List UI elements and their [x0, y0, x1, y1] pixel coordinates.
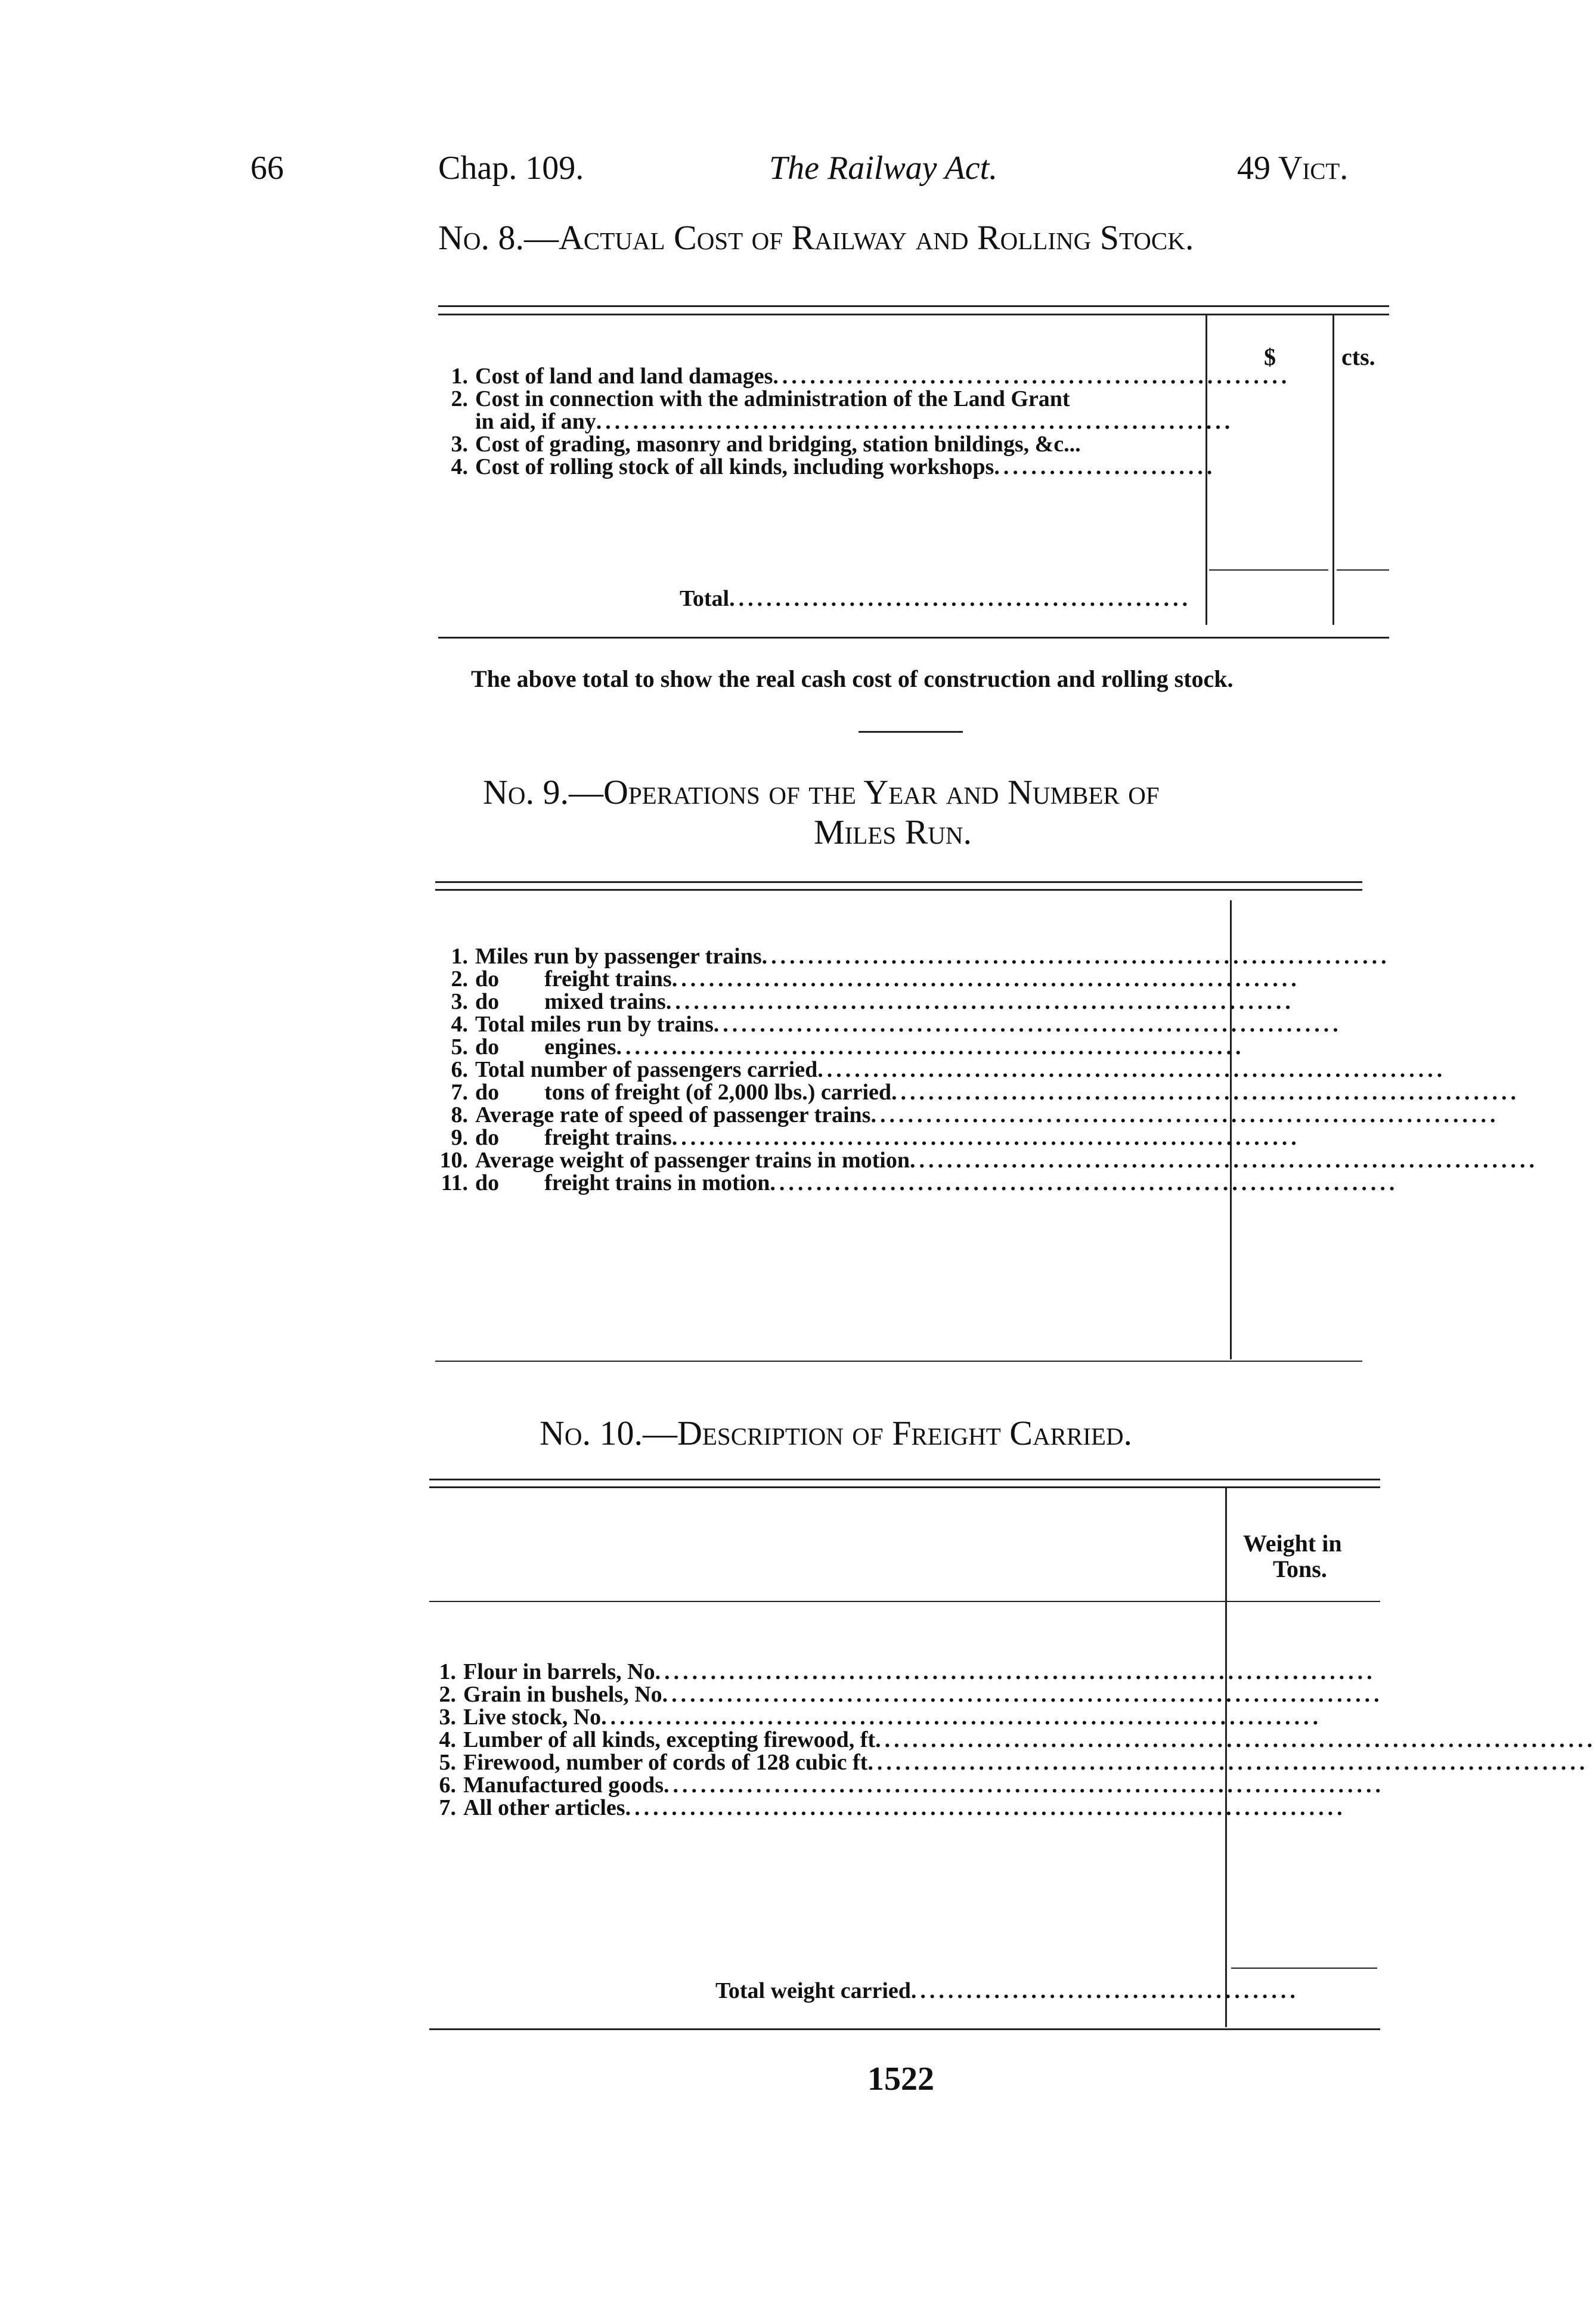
table9-row-2: 2. do freight trains....................................................................	[438, 968, 1228, 990]
row-label: Manufactured goods	[463, 1773, 664, 1798]
row-number: 4.	[439, 1727, 456, 1752]
row-number: 4.	[451, 454, 468, 479]
row-number: 6.	[439, 1773, 456, 1798]
row-label: do mixed trains	[475, 989, 666, 1014]
table8-note: The above total to show the real cash cost of construction and rolling stock.	[471, 665, 1234, 692]
row-number: 3.	[451, 989, 468, 1014]
row-number: 7.	[439, 1795, 456, 1820]
table10-row-3: 3. Live stock, No..............................................................................	[426, 1706, 1223, 1728]
row-number: 1.	[451, 364, 468, 389]
table9-row-11: 11. do freight trains in motion....................................................................	[438, 1172, 1228, 1194]
row-label: Total miles run by trains	[475, 1012, 714, 1037]
table8-col-divider-2	[1332, 315, 1334, 625]
row-label: Cost of grading, masonry and bridging, station bnildings, &c...	[475, 432, 1081, 457]
row-number: 9.	[451, 1125, 468, 1150]
section-separator	[859, 731, 963, 733]
row-label: Total number of passengers carried	[475, 1057, 818, 1082]
reign-label: 49 Vict.	[1237, 150, 1349, 187]
row-label: Average weight of passenger trains in motion	[475, 1148, 910, 1173]
row-number: 6.	[451, 1057, 468, 1082]
table9-top-rule	[435, 881, 1362, 883]
table9-row-4: 4. Total miles run by trains....................................................................	[438, 1013, 1228, 1036]
row-label: do tons of freight (of 2,000 lbs.) carried	[475, 1080, 892, 1105]
row-label: All other articles	[463, 1795, 625, 1820]
page-number: 66	[250, 150, 284, 187]
cents-header: cts.	[1341, 343, 1375, 370]
row-number: 2.	[451, 966, 468, 992]
row-label: do freight trains in motion	[475, 1170, 770, 1195]
table9-row-3: 3. do mixed trains....................................................................	[438, 990, 1228, 1013]
table8-row-2-cont: in aid, if any.....................................................................	[475, 409, 1234, 434]
table9-row-5: 5. do engines....................................................................	[438, 1036, 1228, 1058]
table9-title-line2: Miles Run.	[814, 813, 972, 851]
table10-row-7: 7. All other articles..............................................................................	[426, 1796, 1223, 1819]
table10-bottom-rule	[429, 2028, 1380, 2030]
dollars-header: $	[1264, 343, 1276, 370]
table9-row-9: 9. do freight trains....................................................................	[438, 1126, 1228, 1149]
row-label: Firewood, number of cords of 128 cubic ft	[463, 1750, 868, 1775]
row-label: do freight trains	[475, 966, 672, 992]
row-label: Cost of rolling stock of all kinds, including workshops	[475, 454, 994, 479]
table10-title: No. 10.—Description of Freight Carried.	[540, 1414, 1133, 1452]
row-number: 11.	[441, 1170, 468, 1195]
act-title: The Railway Act.	[769, 150, 998, 187]
table10-row-2: 2. Grain in bushels, No..............................................................................	[426, 1683, 1223, 1706]
row-label: Cost of land and land damages	[475, 364, 773, 389]
row-number: 2.	[451, 386, 468, 411]
row-label: Live stock, No	[463, 1705, 602, 1730]
table8-title: No. 8.—Actual Cost of Railway and Rolling Stock.	[438, 218, 1194, 257]
total-label: Total weight carried	[715, 1978, 911, 2003]
table9-row-1: 1. Miles run by passenger trains....................................................................	[438, 945, 1228, 968]
row-number: 8.	[451, 1102, 468, 1127]
table10-total: Total weight carried..........................................	[715, 1978, 1299, 2003]
row-number: 4.	[451, 1012, 468, 1037]
row-number: 1.	[451, 944, 468, 969]
row-label: in aid, if any	[475, 409, 596, 434]
table8-top-rule-2	[438, 314, 1389, 315]
table8-row-4: 4. Cost of rolling stock of all kinds, including workshops........................	[438, 456, 1204, 478]
weight-header-line2: Tons.	[1273, 1556, 1327, 1582]
table9-title-line1: No. 9.—Operations of the Year and Number of	[483, 773, 1160, 811]
table10-top-rule-2	[429, 1486, 1380, 1488]
table8-bottom-rule	[438, 637, 1389, 639]
row-number: 10.	[439, 1148, 468, 1173]
table8-row-3	[438, 433, 1204, 456]
table9-row-8: 8. Average rate of speed of passenger trains....................................................................	[438, 1104, 1228, 1126]
table9-row-6: 6. Total number of passengers carried....................................................................	[438, 1058, 1228, 1081]
table10-row-4: 4. Lumber of all kinds, excepting firewood, ft..............................................................................	[426, 1728, 1223, 1751]
table8-row-2	[438, 388, 1204, 410]
row-label: Miles run by passenger trains	[475, 944, 762, 969]
table9-top-rule-2	[435, 889, 1362, 891]
footer-page-number: 1522	[867, 2061, 934, 2098]
cents-total-rule	[1337, 569, 1389, 571]
row-label: Average rate of speed of passenger trains	[475, 1102, 871, 1127]
table8-top-rule	[438, 305, 1389, 307]
row-number: 3.	[439, 1705, 456, 1730]
weight-header-line1: Weight in	[1243, 1530, 1342, 1557]
row-number: 5.	[439, 1750, 456, 1775]
table10-top-rule	[429, 1479, 1380, 1480]
dollars-total-rule	[1209, 569, 1328, 571]
table8-total: Total..................................................	[680, 586, 1192, 611]
weight-total-rule	[1231, 1968, 1377, 1969]
row-number: 5.	[451, 1034, 468, 1059]
row-label: do freight trains	[475, 1125, 672, 1150]
table9-row-7: 7. do tons of freight (of 2,000 lbs.) carried....................................................................	[438, 1081, 1228, 1104]
row-label: Flour in barrels, No	[463, 1659, 655, 1684]
table10-row-6: 6. Manufactured goods..............................................................................	[426, 1774, 1223, 1796]
table10-row-5: 5. Firewood, number of cords of 128 cubic ft..............................................................................	[426, 1751, 1223, 1774]
row-number: 1.	[439, 1659, 456, 1684]
row-number: 7.	[451, 1080, 468, 1105]
table10-header-rule	[429, 1601, 1380, 1602]
row-label: Cost in connection with the administration of the Land Grant	[475, 386, 1070, 411]
table9-bottom-rule	[435, 1361, 1362, 1362]
row-label: Grain in bushels, No	[463, 1682, 662, 1707]
row-label: Lumber of all kinds, excepting firewood, ft	[463, 1727, 876, 1752]
chapter-label: Chap. 109.	[438, 150, 584, 187]
total-label: Total	[680, 586, 730, 611]
table9-row-10: 10. Average weight of passenger trains in motion....................................................................	[438, 1149, 1228, 1172]
row-number: 2.	[439, 1682, 456, 1707]
table10-row-1: 1. Flour in barrels, No..............................................................................	[426, 1660, 1223, 1683]
row-number: 3.	[451, 432, 468, 457]
table8-row-1: 1. Cost of land and land damages........................................................	[438, 365, 1204, 388]
row-label: do engines	[475, 1034, 616, 1059]
